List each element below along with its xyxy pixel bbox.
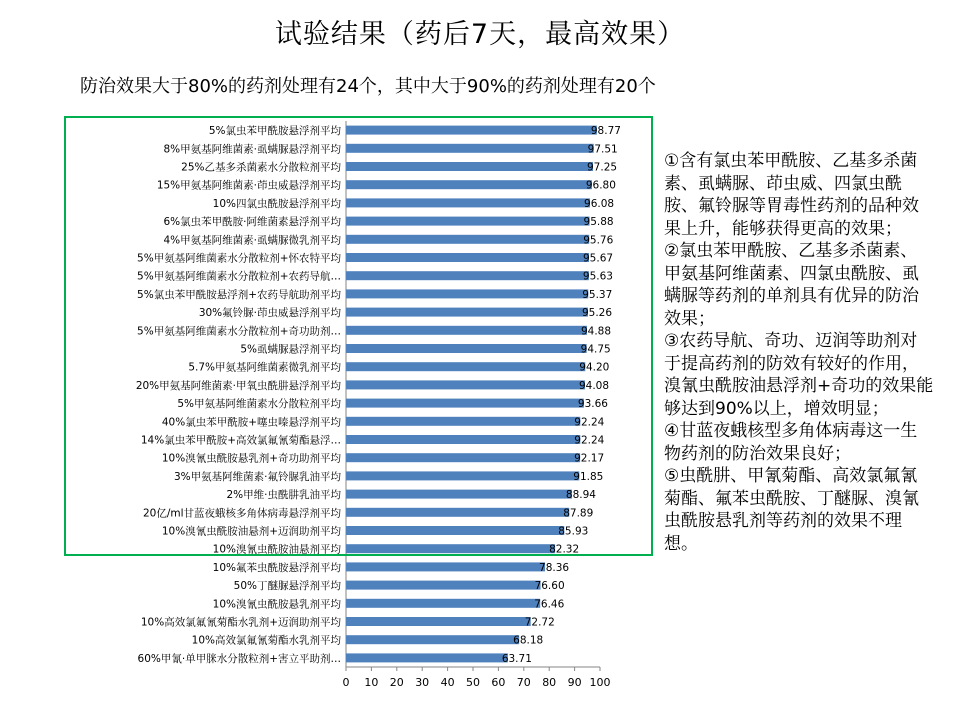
note-4: ④甘蓝夜蛾核型多角体病毒这一生物药剂的防治效果良好； — [664, 421, 918, 464]
data-label: 68.18 — [513, 634, 544, 647]
data-label: 95.88 — [583, 216, 614, 229]
data-label: 94.20 — [579, 361, 610, 374]
data-label: 91.85 — [573, 470, 604, 483]
x-tick-label: 20 — [389, 676, 404, 689]
data-label: 87.89 — [563, 507, 594, 520]
category-label: 5%甲氨基阿维菌素水分散粒剂+怀农特平均 — [137, 252, 341, 265]
category-label: 2%甲维·虫酰肼乳油平均 — [226, 489, 341, 502]
page-title: 试验结果（药后7天，最高效果） — [274, 19, 686, 50]
page-subtitle: 防治效果大于80%的药剂处理有24个，其中大于90%的药剂处理有20个 — [80, 76, 656, 97]
category-label: 20亿/ml甘蓝夜蛾核多角体病毒悬浮剂平均 — [142, 507, 341, 520]
category-label: 10%溴氰虫酰胺油悬剂平均 — [212, 543, 341, 556]
data-label: 82.32 — [549, 543, 580, 556]
data-label: 95.26 — [581, 307, 613, 320]
data-label: 95.63 — [582, 270, 613, 283]
category-label: 25%乙基多杀菌素水分散粒剂平均 — [181, 161, 341, 174]
category-label: 10%高效氯氟氰菊酯水乳剂平均 — [191, 634, 341, 647]
category-label: 10%氟苯虫酰胺悬浮剂平均 — [212, 561, 341, 574]
category-label: 10%高效氯氟氰菊酯水乳剂+迈润助剂平均 — [140, 616, 341, 629]
data-label: 92.24 — [574, 416, 605, 429]
category-label: 40%氯虫苯甲酰胺+噻虫嗪悬浮剂平均 — [161, 416, 341, 429]
category-label: 10%溴氰虫酰胺油悬剂+迈润助剂平均 — [161, 525, 341, 538]
data-label: 96.80 — [585, 179, 616, 192]
data-label: 96.08 — [584, 197, 615, 210]
category-label: 14%氯虫苯甲酰胺+高效氯氟氰菊酯悬浮… — [140, 434, 341, 447]
data-label: 92.24 — [574, 434, 605, 447]
category-label: 5%虱螨脲悬浮剂平均 — [240, 343, 341, 356]
data-label: 95.76 — [583, 234, 614, 247]
bar — [346, 635, 519, 644]
category-label: 10%四氯虫酰胺悬浮剂平均 — [212, 197, 341, 210]
category-label: 10%溴氰虫酰胺悬乳剂平均 — [212, 598, 341, 611]
data-label: 97.51 — [587, 143, 618, 156]
category-label: 15%甲氨基阿维菌素·茚虫威悬浮剂平均 — [156, 179, 341, 192]
note-3: ③农药导航、奇功、迈润等助剂对于提高药剂的防效有较好的作用，溴氰虫酰胺油悬浮剂+奇功的效果能够达到90%以上，增效明显； — [664, 331, 934, 419]
data-label: 95.67 — [583, 252, 614, 265]
category-label: 5%甲氨基阿维菌素水分散粒剂平均 — [177, 398, 341, 411]
category-label: 5%氯虫苯甲酰胺悬浮剂+农药导航助剂平均 — [137, 288, 341, 301]
bar — [346, 562, 545, 571]
highlight-box — [64, 116, 653, 556]
x-tick-label: 30 — [415, 676, 430, 689]
x-tick-label: 40 — [440, 676, 455, 689]
note-2: ②氯虫苯甲酰胺、乙基多杀菌素、甲氨基阿维菌素、四氯虫酰胺、虱螨脲等药剂的单剂具有优异的防治效果； — [664, 241, 919, 329]
bar — [346, 653, 508, 662]
bar — [346, 599, 540, 608]
x-tick-label: 70 — [516, 676, 531, 689]
data-label: 94.75 — [580, 343, 611, 356]
category-label: 60%甲氰·单甲脒水分散粒剂+害立平助剂… — [137, 652, 341, 665]
category-label: 5%氯虫苯甲酰胺悬浮剂平均 — [208, 125, 341, 138]
data-label: 94.88 — [580, 325, 612, 338]
category-label: 5%甲氨基阿维菌素水分散粒剂+奇功助剂… — [137, 325, 341, 338]
category-label: 20%甲氨基阿维菌素·甲氧虫酰肼悬浮剂平均 — [135, 379, 341, 392]
x-tick-label: 60 — [491, 676, 506, 689]
category-label: 3%甲氨基阿维菌素·氟铃脲乳油平均 — [174, 470, 341, 483]
category-label: 50%丁醚脲悬浮剂平均 — [233, 580, 341, 593]
data-label: 97.25 — [587, 161, 618, 174]
data-label: 63.71 — [501, 652, 532, 665]
category-label: 8%甲氨基阿维菌素·虱螨脲悬浮剂平均 — [163, 143, 341, 156]
bar — [346, 581, 541, 590]
x-tick-label: 10 — [364, 676, 379, 689]
x-tick-label: 50 — [466, 676, 480, 689]
data-label: 72.72 — [524, 616, 555, 629]
category-label: 5%甲氨基阿维菌素水分散粒剂+农药导航… — [137, 270, 341, 283]
note-1: ①含有氯虫苯甲酰胺、乙基多杀菌素、虱螨脲、茚虫威、四氯虫酰胺、氟铃脲等胃毒性药剂的品种效果上升，能够获得更高的效果； — [664, 151, 919, 239]
category-label: 30%氟铃脲·茚虫威悬浮剂平均 — [198, 307, 341, 320]
x-tick-label: 80 — [542, 676, 557, 689]
data-label: 95.37 — [582, 288, 613, 301]
conclusion-notes — [664, 150, 934, 555]
note-5: ⑤虫酰肼、甲氰菊酯、高效氯氟氰菊酯、氟苯虫酰胺、丁醚脲、溴氰虫酰胺悬乳剂等药剂的效果不理想。 — [664, 466, 919, 554]
data-label: 78.36 — [539, 561, 570, 574]
category-label: 4%甲氨基阿维菌素·虱螨脲微乳剂平均 — [163, 234, 341, 247]
data-label: 92.17 — [574, 452, 605, 465]
data-label: 98.77 — [590, 125, 621, 138]
data-label: 88.94 — [565, 489, 596, 502]
data-label: 76.46 — [534, 598, 565, 611]
category-label: 5.7%甲氨基阿维菌素微乳剂平均 — [188, 361, 341, 374]
category-label: 6%氯虫苯甲酰胺·阿维菌素悬浮剂平均 — [163, 216, 341, 229]
data-label: 76.60 — [534, 580, 565, 593]
data-label: 94.08 — [578, 379, 610, 392]
x-tick-label: 100 — [589, 676, 611, 689]
bar — [346, 617, 531, 626]
x-tick-label: 90 — [567, 676, 582, 689]
data-label: 93.66 — [577, 398, 608, 411]
data-label: 85.93 — [558, 525, 589, 538]
x-tick-label: 0 — [342, 676, 350, 689]
category-label: 10%溴氰虫酰胺悬乳剂+奇功助剂平均 — [161, 452, 341, 465]
